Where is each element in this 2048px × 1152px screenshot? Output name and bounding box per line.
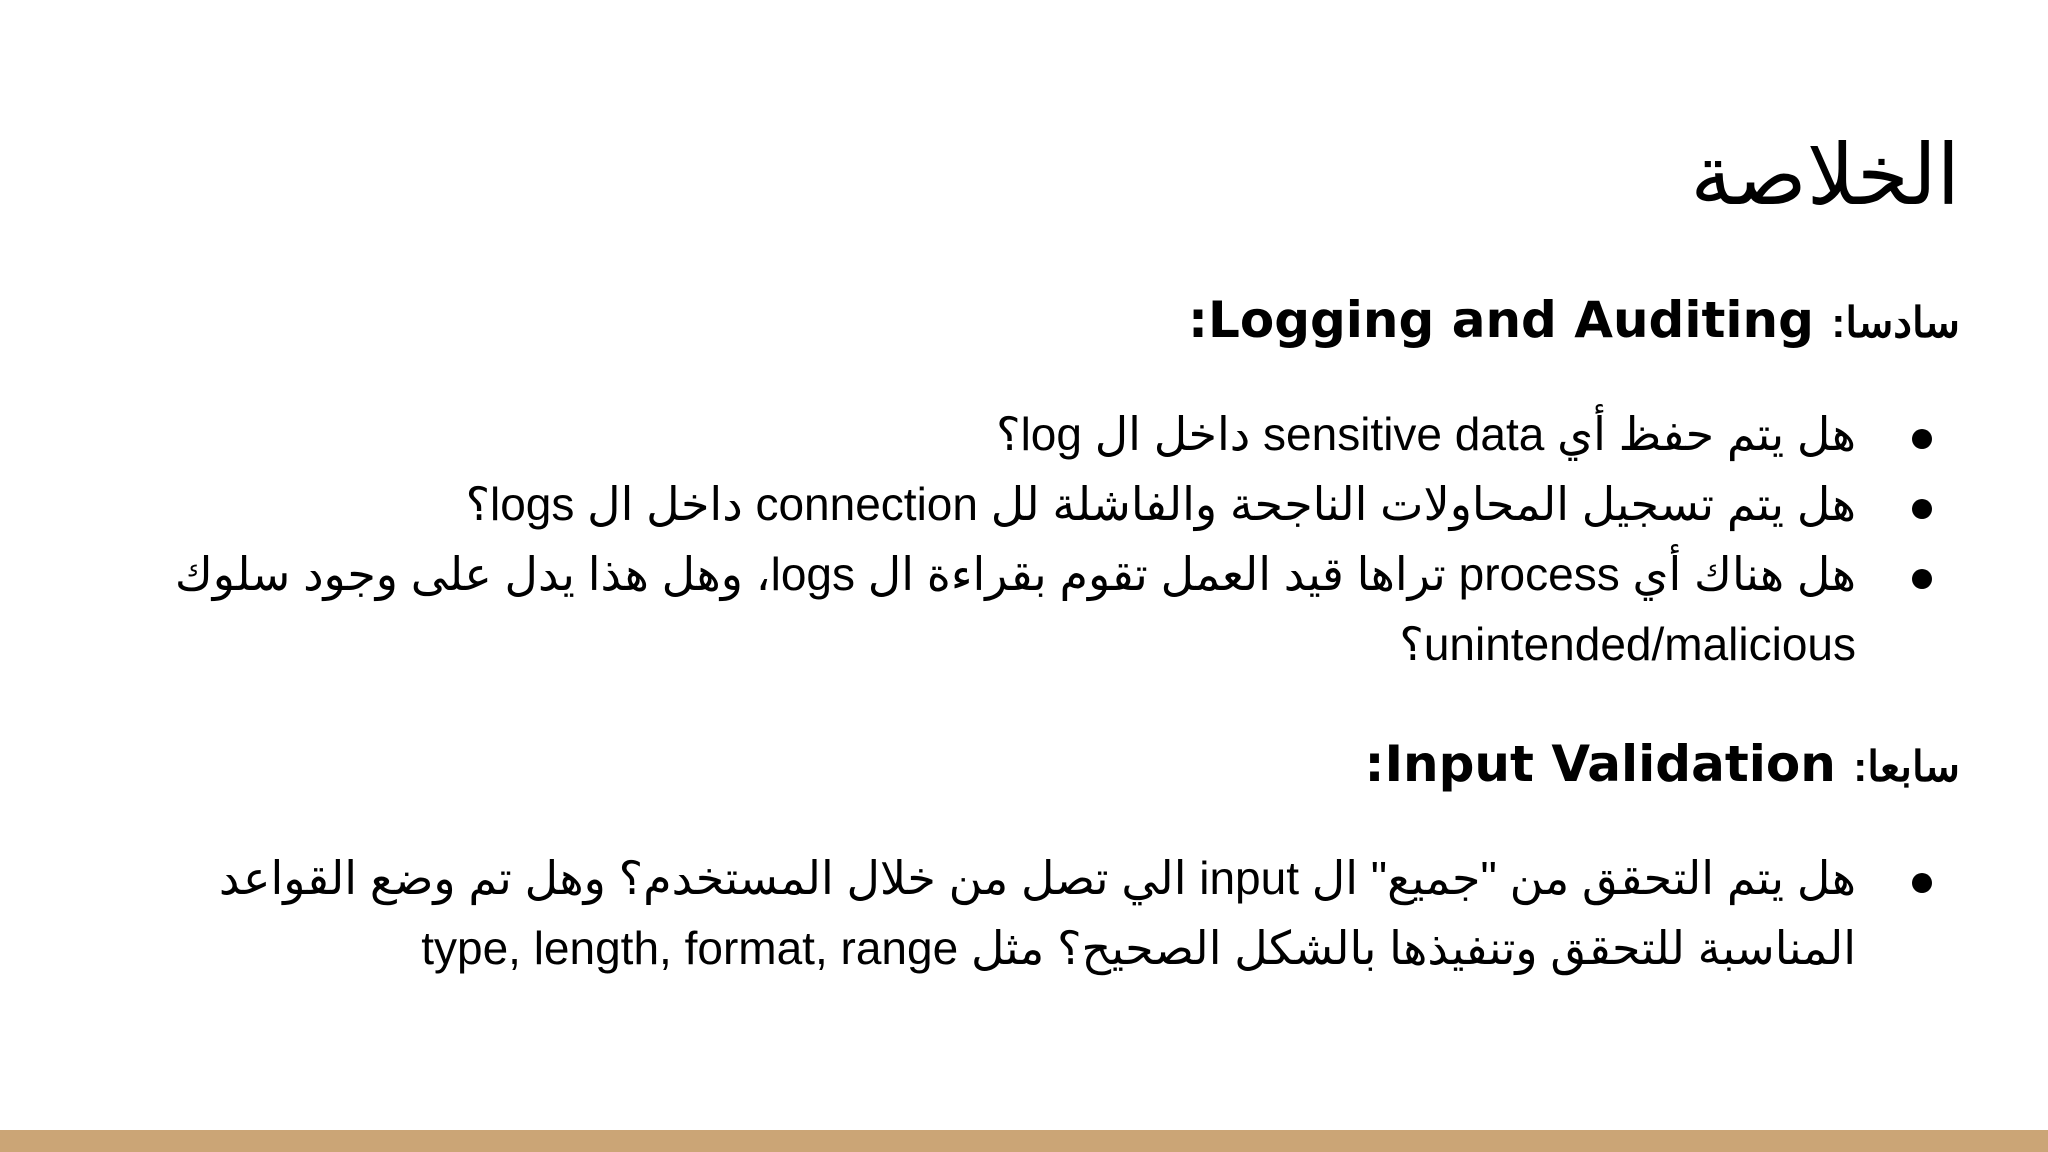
list-item <box>60 539 1960 679</box>
bullet-icon <box>1912 429 1932 449</box>
section-input-validation <box>60 732 1960 983</box>
list-item <box>60 399 1960 469</box>
list-item-text: هل يتم تسجيل المحاولات الناجحة والفاشلة لل connection داخل ال logs؟ <box>465 478 1856 530</box>
list-item-text: هل هناك أي process تراها قيد العمل تقوم بقراءة ال logs، وهل هذا يدل على وجود سلوك unintended/malicious؟ <box>174 548 1856 670</box>
section-heading <box>60 732 1960 799</box>
section-logging-auditing <box>60 288 1960 679</box>
bullet-icon <box>1912 873 1932 893</box>
section-heading-english: Input Validation: <box>1364 735 1854 793</box>
accent-bar <box>0 1130 2048 1152</box>
section-heading <box>60 288 1960 355</box>
bullet-list <box>60 399 1960 679</box>
section-heading-arabic: سابعا: <box>1853 743 1960 790</box>
list-item-text: هل يتم حفظ أي sensitive data داخل ال log؟ <box>996 408 1856 460</box>
bullet-icon <box>1912 569 1932 589</box>
bullet-list <box>60 843 1960 983</box>
list-item-text: هل يتم التحقق من "جميع" ال input الي تصل من خلال المستخدم؟ وهل تم وضع القواعد المناسبة للتحقق وتنفيذها بالشكل الصحيح؟ مثل type, length, format, range <box>218 852 1856 974</box>
list-item <box>60 843 1960 983</box>
list-item <box>60 469 1960 539</box>
section-heading-english: Logging and Auditing: <box>1187 291 1832 349</box>
section-heading-arabic: سادسا: <box>1831 299 1960 346</box>
slide-title: الخلاصة <box>1690 128 1960 222</box>
bullet-icon <box>1912 499 1932 519</box>
